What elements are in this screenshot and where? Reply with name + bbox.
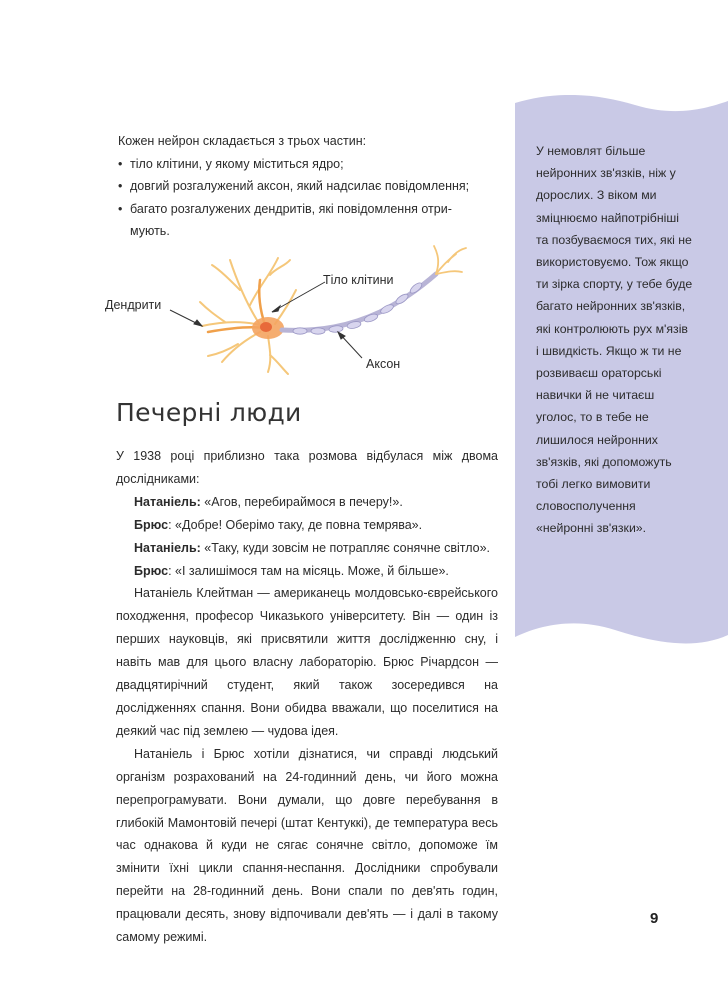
speaker-name: Натаніель: (134, 540, 201, 555)
label-cell-body: Тіло клітини (323, 273, 394, 287)
dialogue-line (116, 514, 498, 537)
dialogue-text: : «Добре! Оберімо таку, де повна темрява». (168, 517, 423, 532)
cell-body-pointer (272, 282, 325, 312)
section-title: Печерні люди (116, 398, 302, 427)
sidebar-text: У немовлят більше нейронних зв'язків, ніж у дорослих. З віком ми зміцнюємо найпотрібніші та позбуваємося тих, які не використовуємо. Тож якщо ти зірка спорту, у тебе буде багато нейронних зв'язків, які контролюють рух м'язів і швидкість. Якщо ж ти не розвиваєш ораторські навички й не читаєш уголос, то в тебе не лишилося нейронних зв'язків, які допоможуть тобі легко вимовити словосполучення «нейронні зв'язки». (536, 144, 693, 536)
intro-block (118, 130, 518, 243)
dialogue-line (116, 537, 498, 560)
paragraph: Натаніель Клейтман — американець молдовсько-єврейського походження, професор Чиказького університету. Він — один із перших науковців, які присвятили життя дослідженню сну, і навіть мав для цього власну лабораторію. Брюс Річардсон — двадцятирічний студент, який також зосередився на дослідженнях спання. Вони обидва вважали, що поселитися на деякий час під землею — чудова ідея. (116, 586, 498, 738)
sidebar-note (536, 140, 694, 540)
speaker-name: Брюс (134, 517, 169, 532)
dialogue-text: : «І залишімося там на місяць. Може, й більше». (168, 563, 449, 578)
list-item: • довгий розгалужений аксон, який надсилає повідомлення; (118, 175, 518, 198)
neuron-diagram (100, 240, 480, 380)
paragraph: У 1938 році приблизно така розмова відбулася між двома дослідниками: (116, 449, 498, 486)
neuron-parts-list (118, 153, 518, 243)
dialogue-text: «Таку, куди зовсім не потрапляє сонячне світло». (200, 540, 491, 555)
list-item (118, 198, 518, 243)
label-axon: Аксон (366, 357, 401, 371)
main-text (116, 445, 498, 949)
dialogue-line (116, 491, 498, 514)
list-item-text: багато розгалужених дендритів, які повідомлення отри- мують. (130, 201, 452, 238)
speaker-name: Натаніель: (134, 494, 201, 509)
label-dendrites: Дендрити (105, 298, 162, 312)
paragraph: Натаніель і Брюс хотіли дізнатися, чи справді людський організм розрахований на 24-годинний день, чи його можна перепрограмувати. Вони думали, що довге перебування в глибокій Мамонтовій печері (штат Кентуккі), де температура весь час однакова й куди не сягає сонячне світло, допоможе їм змінити їхні цикли спання-неспання. Дослідники спробували перейти на 28-годинний день. Вони спали по дев'ять годин, працювали десять, знову відпочивали дев'ять — і далі в такому самому режимі. (116, 746, 498, 945)
dialogue-text: «Агов, перебираймося в печеру!». (200, 494, 403, 509)
dialogue-line (116, 560, 498, 583)
nucleus-shape (260, 322, 272, 332)
list-item: • тіло клітини, у якому міститься ядро; (118, 153, 518, 176)
page-number: 9 (650, 910, 659, 927)
speaker-name: Брюс (134, 563, 169, 578)
intro-lead: Кожен нейрон складається з трьох частин: (118, 134, 367, 148)
